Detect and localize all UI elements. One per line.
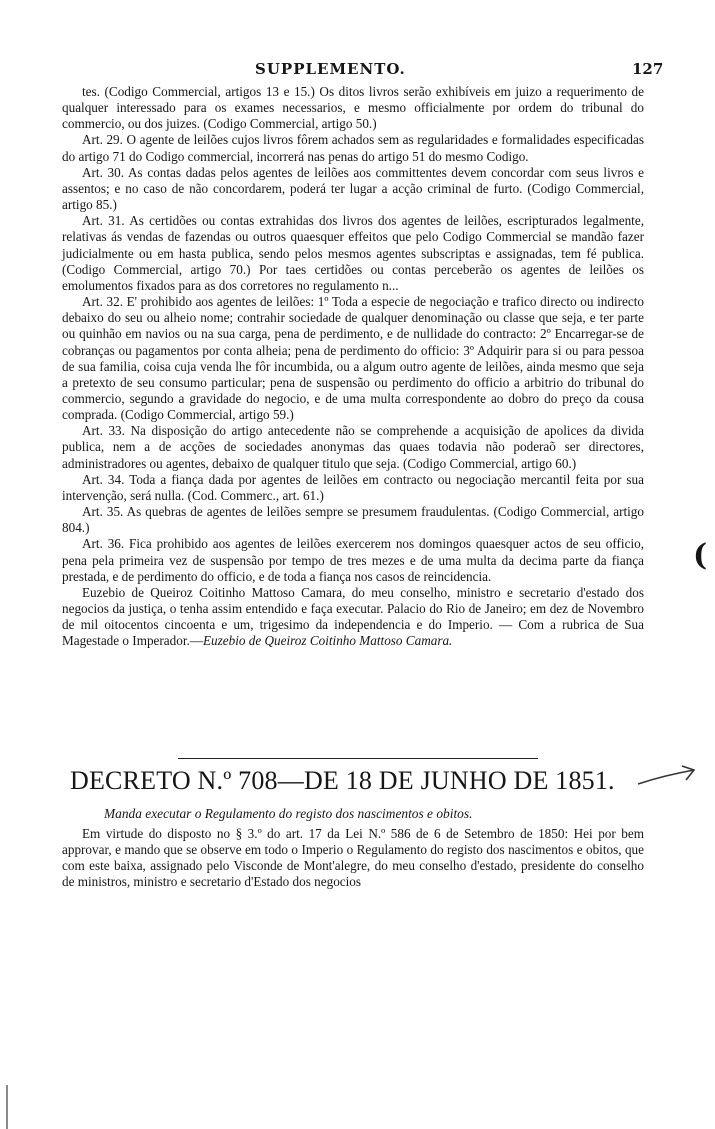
paragraph-art-30: Art. 30. As contas dadas pelos agentes de leilões aos committentes devem concordar com seus livros e assentos; e no caso de não concordarem, poderá ter lugar a acção criminal de furto. (Codigo Commercial, artigo 85.) bbox=[62, 164, 644, 213]
paragraph-art-31: Art. 31. As certidões ou contas extrahidas dos livros dos agentes de leilões, escripturados legalmente, relativas ás vendas de fazendas ou outros quaesquer effeitos que pelo Codigo Commercial se mandão fazer judicialmente ou em hasta publica, sendo pelos mesmos agentes subscriptas e assignadas, tem fé publica. (Codigo Commercial, artigo 70.) Por taes certidões ou contas perceberão os agentes de leilões os emolumentos fixados para as dos corretores no regulamento n... bbox=[62, 213, 644, 293]
paragraph-art-33: Art. 33. Na disposição do artigo antecedente não se comprehende a acquisição de apolices da divida publica, nem a de acções de sociedades anonymas das quaes todavia não poderaõ ser directores, administradores ou agentes, debaixo de qualquer titulo que seja. (Codigo Commercial, artigo 60.) bbox=[62, 423, 644, 471]
article-text-block bbox=[62, 84, 644, 649]
running-header-title: SUPPLEMENTO. bbox=[255, 60, 406, 78]
paragraph-art-36: Art. 36. Fica prohibido aos agentes de leilões exercerem nos domingos quaesquer actos de seu officio, pena pela primeira vez de suspensão por tempo de tres mezes e de uma multa da decima parte da fiança prestada, e de perdimento do officio, e de toda a fiança nos casos de reincidencia. bbox=[62, 536, 644, 584]
paragraph-continuation: tes. (Codigo Commercial, artigos 13 e 15.) Os ditos livros serão exhibíveis em juizo a requerimento de qualquer interessado para os exames necessarios, e mesmo officialmente por ordem do tribunal do commercio, ou dos juizes. (Codigo Commercial, artigo 50.) bbox=[62, 84, 644, 132]
page-number: 127 bbox=[632, 60, 664, 78]
paragraph-art-29: Art. 29. O agente de leilões cujos livros fôrem achados sem as regularidades e formalidades especificadas do artigo 71 do Codigo commercial, incorrerá nas penas do artigo 51 do mesmo Codigo. bbox=[62, 132, 644, 164]
margin-line-mark bbox=[6, 1085, 8, 1129]
section-divider bbox=[178, 758, 538, 759]
closing-paragraph bbox=[62, 585, 644, 650]
decree-paragraph: Em virtude do disposto no § 3.º do art. 17 da Lei N.º 586 de 6 de Setembro de 1850: Hei por bem approvar, e mando que se observe em todo o Imperio o Regulamento do registo dos nascimentos e obitos, que com este baixa, assignado pelo Visconde de Mont'alegre, do meu conselho d'estado, presidente do conselho de ministros, ministro e secretario d'Estado dos negocios bbox=[62, 826, 644, 890]
handwritten-bracket-mark: ( bbox=[693, 538, 708, 573]
closing-text: Euzebio de Queiroz Coitinho Mattoso Camara, do meu conselho, ministro e secretario d'estado dos negocios da justiça, o tenha assim entendido e faça executar. Palacio do Rio de Janeiro; em dez de Novembro de mil oitocentos cincoenta e um, trigesimo da independencia e do Imperio. — Com a rubrica de Sua Magestade o Imperador.— bbox=[62, 584, 644, 649]
paragraph-art-32: Art. 32. E' prohibido aos agentes de leilões: 1º Toda a especie de negociação e trafico directo ou indirecto debaixo do seu ou alheio nome; contrahir sociedade de qualquer denominação ou classe que seja, e ter parte ou quinhão em navios ou na sua carga, pena de perdimento, e de nullidade do contracto: 2º Encarregar-se de cobranças ou pagamentos por conta alheia; pena de perdimento do officio: 3º Adquirir para si ou para pessoa de sua familia, coisa cuja venda lhe fôr incumbida, ou a algum outro agente de leilões, ainda mesmo que seja a pretexto de seu consumo particular; pena de suspensão ou perdimento do officio a arbitrio do tribunal do commercio, segundo a gravidade do negocio, e de uma multa correspondente ao dobro do preço da cousa comprada. (Codigo Commercial, artigo 59.) bbox=[62, 294, 644, 423]
decree-title: DECRETO N.º 708—DE 18 DE JUNHO DE 1851. bbox=[70, 766, 615, 795]
paragraph-art-34: Art. 34. Toda a fiança dada por agentes de leilões em contracto ou negociação mercantil feita por sua intervenção, será nulla. (Cod. Commerc., art. 61.) bbox=[62, 471, 644, 503]
paragraph-art-35: Art. 35. As quebras de agentes de leilões sempre se presumem fraudulentas. (Codigo Commercial, artigo 804.) bbox=[62, 504, 644, 536]
decree-text-block bbox=[62, 826, 644, 891]
decree-subtitle: Manda executar o Regulamento do registo dos nascimentos e obitos. bbox=[104, 806, 473, 821]
closing-signature: Euzebio de Queiroz Coitinho Mattoso Camara. bbox=[203, 633, 453, 649]
handwritten-arrow-mark bbox=[636, 764, 698, 792]
